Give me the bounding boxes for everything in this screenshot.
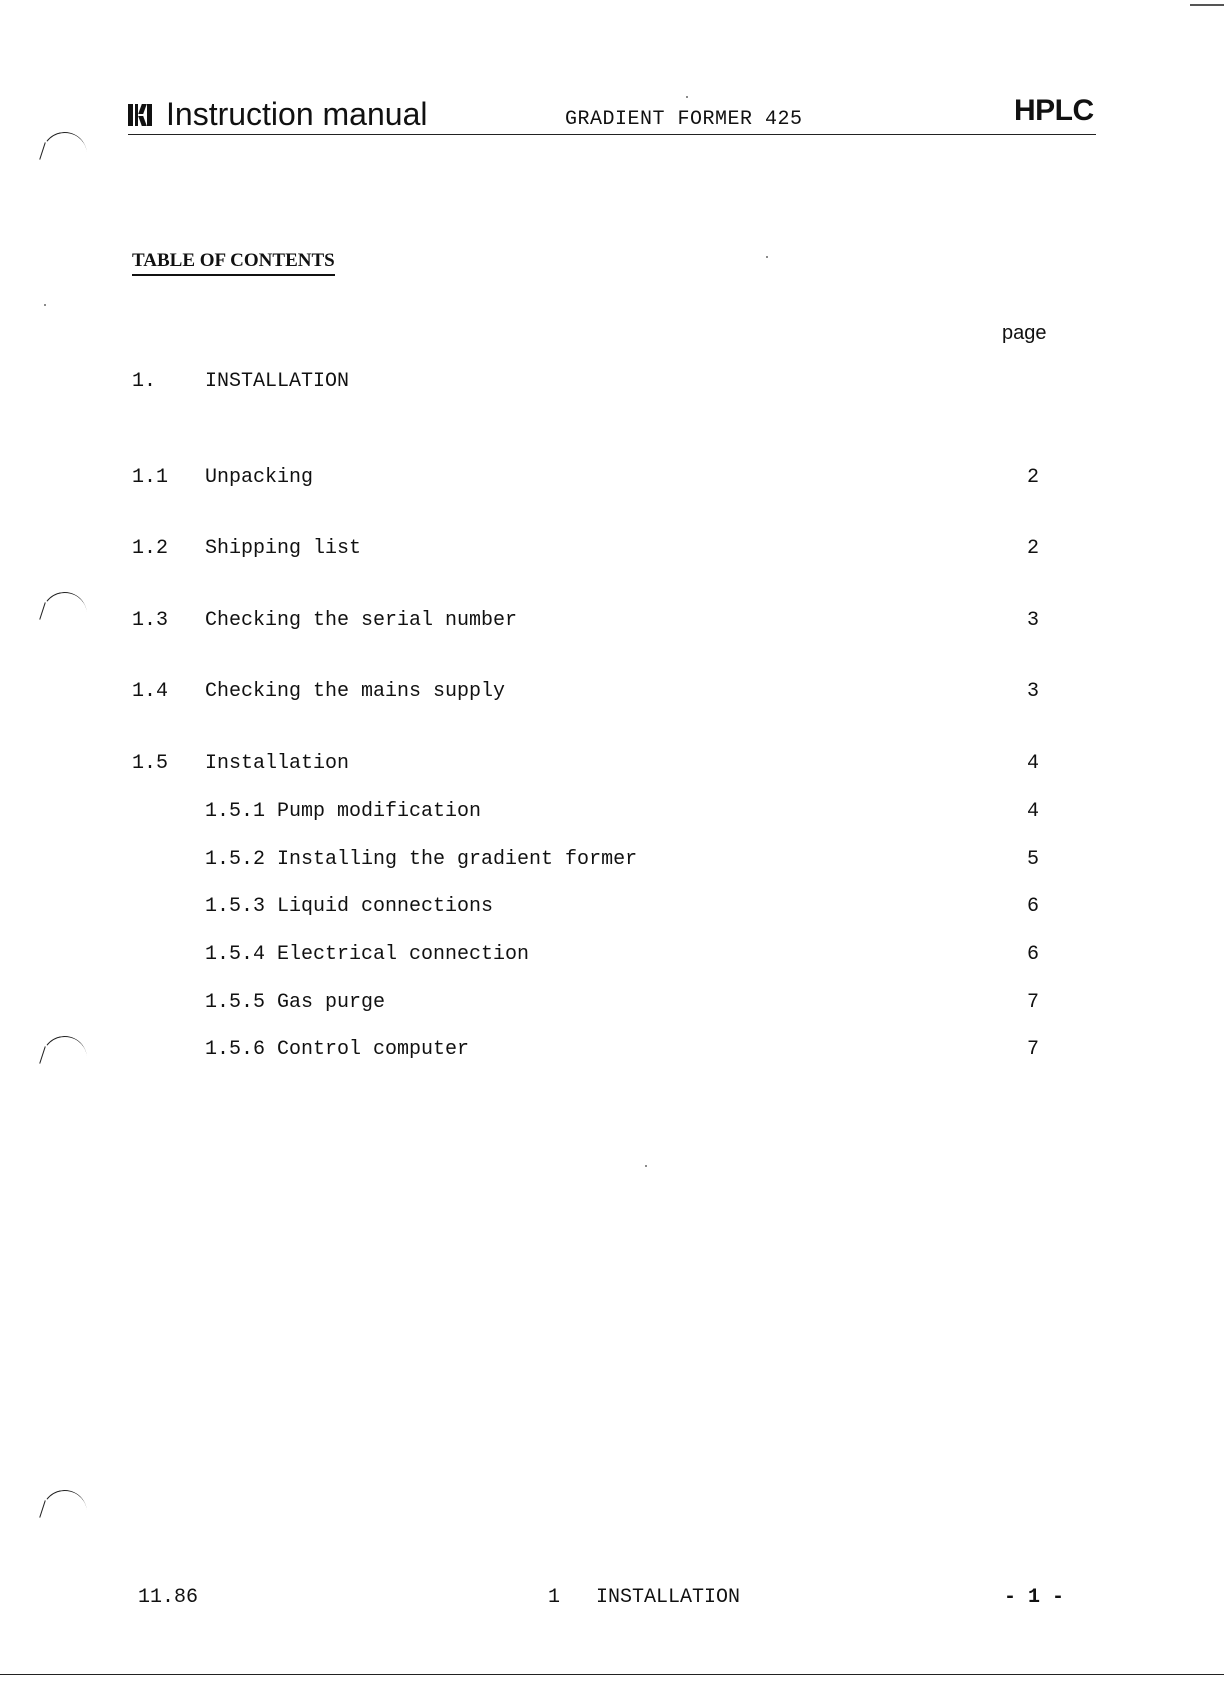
toc-subentry-title: 1.5.5 Gas purge <box>205 991 386 1014</box>
toc-entry-title: Checking the serial number <box>205 609 518 632</box>
brand-label: HPLC <box>1014 94 1094 127</box>
toc-entry-number: 1.5 <box>132 752 169 775</box>
scan-speck <box>766 256 768 258</box>
manual-title-text: Instruction manual <box>166 96 428 132</box>
page-column-label: page <box>1002 322 1047 344</box>
toc-entry-title: Shipping list <box>205 537 362 560</box>
toc-entry-title: Installation <box>205 752 350 775</box>
punch-hole-mark <box>39 1033 90 1084</box>
toc-entry-title: Unpacking <box>205 466 314 489</box>
toc-subentry-title: 1.5.6 Control computer <box>205 1038 470 1061</box>
manual-title <box>128 96 427 133</box>
toc-entry-number: 1.4 <box>132 680 169 703</box>
toc-subentry-page: 6 <box>1026 943 1039 966</box>
toc-subentry-page: 7 <box>1026 1038 1039 1061</box>
toc-entry-page: 3 <box>1026 609 1039 632</box>
toc-entry-page: 2 <box>1026 466 1039 489</box>
toc-entry-number: 1.1 <box>132 466 169 489</box>
scan-speck <box>686 96 688 98</box>
toc-entry-number: 1.2 <box>132 537 169 560</box>
kontron-logo-icon <box>128 102 154 128</box>
toc-subentry-page: 4 <box>1026 800 1039 823</box>
footer-chapter: 1 INSTALLATION <box>548 1586 741 1609</box>
toc-subentry-page: 6 <box>1026 895 1039 918</box>
toc-subentry-page: 7 <box>1026 991 1039 1014</box>
footer-date: 11.86 <box>138 1586 199 1609</box>
toc-entry-title: Checking the mains supply <box>205 680 506 703</box>
header-rule <box>128 134 1096 135</box>
section-number: 1. <box>132 370 157 393</box>
toc-subentry-title: 1.5.2 Installing the gradient former <box>205 848 638 871</box>
punch-hole-mark <box>39 1487 90 1538</box>
toc-subentry-page: 5 <box>1026 848 1039 871</box>
toc-subentry-title: 1.5.3 Liquid connections <box>205 895 494 918</box>
product-name: GRADIENT FORMER 425 <box>565 108 803 131</box>
scan-speck <box>44 304 46 306</box>
punch-hole-mark <box>39 129 90 180</box>
toc-entry-number: 1.3 <box>132 609 169 632</box>
toc-entry-page: 4 <box>1026 752 1039 775</box>
toc-subentry-title: 1.5.1 Pump modification <box>205 800 482 823</box>
toc-heading: TABLE OF CONTENTS <box>132 250 335 276</box>
scan-speck <box>645 1165 647 1167</box>
footer-page-number: - 1 - <box>1004 1586 1065 1609</box>
toc-entry-page: 2 <box>1026 537 1039 560</box>
punch-hole-mark <box>39 589 90 640</box>
toc-subentry-title: 1.5.4 Electrical connection <box>205 943 530 966</box>
section-title: INSTALLATION <box>205 370 350 393</box>
corner-mark <box>1190 4 1224 6</box>
toc-entry-page: 3 <box>1026 680 1039 703</box>
bottom-rule <box>0 1674 1224 1675</box>
